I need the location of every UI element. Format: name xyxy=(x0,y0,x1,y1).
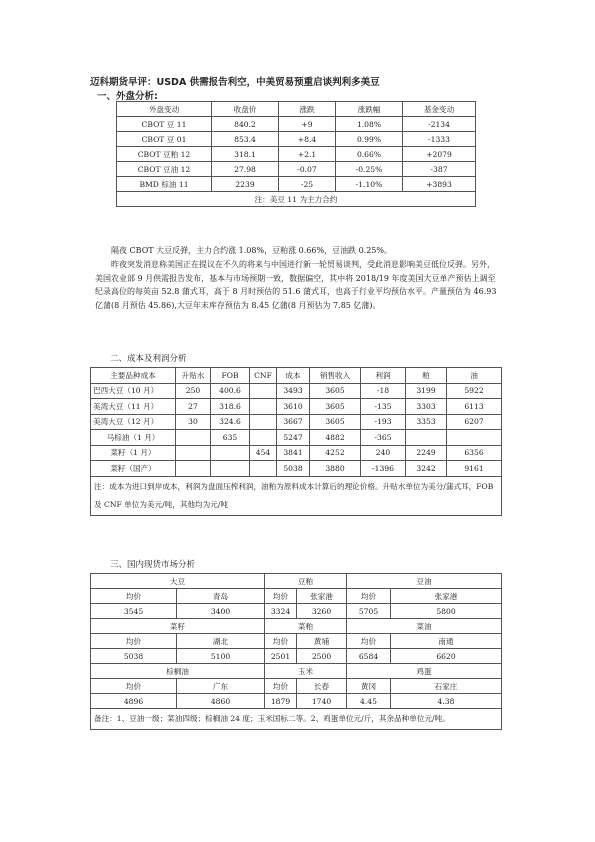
cell: 2239 xyxy=(212,177,279,192)
cell: 3242 xyxy=(406,461,447,477)
table-header-row xyxy=(91,368,502,384)
cell: 5922 xyxy=(447,383,502,399)
cell: -1333 xyxy=(403,132,476,147)
cell: +3893 xyxy=(403,177,476,192)
cell: -0.25% xyxy=(336,162,403,177)
cell: 湖北 xyxy=(177,634,265,649)
cell: 张家港 xyxy=(391,589,502,604)
cell: 5100 xyxy=(177,649,265,664)
cell: CBOT 豆 11 xyxy=(117,117,212,132)
cell: 鸡蛋 xyxy=(347,664,502,679)
cell: 454 xyxy=(250,445,277,461)
cell: 1740 xyxy=(297,694,347,709)
cell xyxy=(176,461,211,477)
cell: 5038 xyxy=(277,461,310,477)
group-title-row xyxy=(91,619,502,634)
group-title-row xyxy=(91,664,502,679)
cell: 石家庄 xyxy=(391,679,502,694)
cell: 3324 xyxy=(265,604,297,619)
header-cell: 收盘价 xyxy=(212,102,279,117)
cell: 27 xyxy=(176,399,211,415)
cell: 1.08% xyxy=(336,117,403,132)
cell: -193 xyxy=(361,414,406,430)
cell: 均价 xyxy=(91,589,177,604)
cell xyxy=(250,399,277,415)
table-row xyxy=(91,430,502,446)
header-cell: 涨跌 xyxy=(279,102,336,117)
cell: 菜籽 xyxy=(91,619,265,634)
cell xyxy=(406,430,447,446)
cell: 菜籽（1 月） xyxy=(91,445,176,461)
cell: 3493 xyxy=(277,383,310,399)
cell: 3605 xyxy=(310,414,361,430)
cell: 3545 xyxy=(91,604,177,619)
cell: 长春 xyxy=(297,679,347,694)
header-cell: 销售收入 xyxy=(310,368,361,384)
cell: 3841 xyxy=(277,445,310,461)
cell: 均价 xyxy=(265,589,297,604)
cell: 4882 xyxy=(310,430,361,446)
cell: 6620 xyxy=(391,649,502,664)
cell: 2501 xyxy=(265,649,297,664)
cell: 5247 xyxy=(277,430,310,446)
cell: 3880 xyxy=(310,461,361,477)
cell: 324.6 xyxy=(211,414,250,430)
cost-profit-table xyxy=(90,367,502,516)
cell: 4252 xyxy=(310,445,361,461)
cell: 棕榈油 xyxy=(91,664,265,679)
cell: 3353 xyxy=(406,414,447,430)
cell xyxy=(176,445,211,461)
table-row xyxy=(91,383,502,399)
table-row xyxy=(117,177,476,192)
table-note-row xyxy=(91,709,502,730)
cell: 5705 xyxy=(347,604,391,619)
table-row xyxy=(91,399,502,415)
cell: 菜粕 xyxy=(265,619,347,634)
table-row xyxy=(117,117,476,132)
table-note: 注：美豆 11 为主力合约 xyxy=(117,192,476,207)
cell: +8.4 xyxy=(279,132,336,147)
cell: 3605 xyxy=(310,399,361,415)
cell: 黄埔 xyxy=(297,634,347,649)
cell: 318.6 xyxy=(211,399,250,415)
paragraph: 昨夜突发消息称美国正在提议在不久的将来与中国进行新一轮贸易谈判，受此消息影响美豆低位反弹。另外，美国农业部 9 月供需报告发布，基本与市场预期一致，数据偏空，其中将 2018/19 年度美国大豆单产预估上调至纪录高位的每英亩 52.8 蒲式耳，高于 8 月时预估的 51.6 蒲式耳，也高于行业平均预估水平。产量预估为 46.93 亿蒲(8 月预估 45.86),大豆年末库存预估为 8.45 亿蒲(8 月预估为 7.85 亿蒲)。 xyxy=(95,259,497,311)
cell: 3400 xyxy=(177,604,265,619)
table-row xyxy=(117,162,476,177)
analysis-text xyxy=(95,244,500,313)
cell: BMD 棕油 11 xyxy=(117,177,212,192)
table-row xyxy=(117,132,476,147)
cell xyxy=(250,461,277,477)
cell: -25 xyxy=(279,177,336,192)
cell: CBOT 豆油 12 xyxy=(117,162,212,177)
cell: 30 xyxy=(176,414,211,430)
header-cell: 涨跌幅 xyxy=(336,102,403,117)
section2-heading: 二、成本及利润分析 xyxy=(110,354,187,364)
table-note: 注：成本为进口到岸成本，利润为盘面压榨利润，油粕为原料成本计算后的理论价格。升贴水单位为美分/蒲式耳，FOB 及 CNF 单位为美元/吨，其他均为元/吨 xyxy=(91,476,502,515)
cell: 27.98 xyxy=(212,162,279,177)
cell: 4.38 xyxy=(391,694,502,709)
header-cell: 成本 xyxy=(277,368,310,384)
header-cell: CNF xyxy=(250,368,277,384)
cell: 400.6 xyxy=(211,383,250,399)
cell: 250 xyxy=(176,383,211,399)
cell: 0.99% xyxy=(336,132,403,147)
cell: 3260 xyxy=(297,604,347,619)
cell: 均价 xyxy=(91,679,177,694)
cell: -1396 xyxy=(361,461,406,477)
outer-market-table xyxy=(116,101,476,207)
cell: +2079 xyxy=(403,147,476,162)
cell: +2.1 xyxy=(279,147,336,162)
cell xyxy=(447,430,502,446)
cell: 3610 xyxy=(277,399,310,415)
cell: CBOT 豆 01 xyxy=(117,132,212,147)
cell: +9 xyxy=(279,117,336,132)
header-cell: 粕 xyxy=(406,368,447,384)
table-note-row xyxy=(91,476,502,515)
header-cell: FOB xyxy=(211,368,250,384)
table-row xyxy=(91,461,502,477)
cell: 4896 xyxy=(91,694,177,709)
cell xyxy=(211,445,250,461)
cell: 6356 xyxy=(447,445,502,461)
cell: 5038 xyxy=(91,649,177,664)
header-cell: 基金变动 xyxy=(403,102,476,117)
spot-market-table xyxy=(90,573,502,730)
cell: 美湾大豆（11 月） xyxy=(91,399,176,415)
cell: 黄冈 xyxy=(347,679,391,694)
cell: 6113 xyxy=(447,399,502,415)
cell: -2134 xyxy=(403,117,476,132)
header-cell: 利润 xyxy=(361,368,406,384)
header-cell: 油 xyxy=(447,368,502,384)
cell: 840.2 xyxy=(212,117,279,132)
cell: 635 xyxy=(211,430,250,446)
group-title-row xyxy=(91,574,502,589)
table-header-row xyxy=(117,102,476,117)
table-row xyxy=(91,414,502,430)
cell: 均价 xyxy=(347,589,391,604)
cell: 青岛 xyxy=(177,589,265,604)
cell: 美湾大豆（12 月） xyxy=(91,414,176,430)
cell: 均价 xyxy=(91,634,177,649)
cell: -18 xyxy=(361,383,406,399)
cell: 菜籽（国产） xyxy=(91,461,176,477)
paragraph: 隔夜 CBOT 大豆反弹，主力合约涨 1.08%，豆粕涨 0.66%，豆油跌 0.25%。 xyxy=(111,246,392,255)
cell: 2500 xyxy=(297,649,347,664)
cell: 马棕油（1 月） xyxy=(91,430,176,446)
header-cell: 外盘变动 xyxy=(117,102,212,117)
cell: 4860 xyxy=(177,694,265,709)
cell: 6584 xyxy=(347,649,391,664)
cell: CBOT 豆粕 12 xyxy=(117,147,212,162)
cell: 3303 xyxy=(406,399,447,415)
cell: 均价 xyxy=(265,679,297,694)
cell: 0.66% xyxy=(336,147,403,162)
cell: 240 xyxy=(361,445,406,461)
cell: 853.4 xyxy=(212,132,279,147)
cell: 5800 xyxy=(391,604,502,619)
cell: 玉米 xyxy=(265,664,347,679)
group-sub-row xyxy=(91,634,502,649)
header-cell: 升贴水 xyxy=(176,368,211,384)
section3-heading: 三、国内现货市场分析 xyxy=(110,560,196,570)
cell xyxy=(176,430,211,446)
cell xyxy=(250,383,277,399)
cell: 1879 xyxy=(265,694,297,709)
cell: 菜油 xyxy=(347,619,502,634)
table-row xyxy=(117,147,476,162)
group-sub-row xyxy=(91,679,502,694)
page-title: 迈科期货早评：USDA 供需报告利空，中美贸易预重启谈判利多美豆 xyxy=(90,77,380,88)
cell: 豆粕 xyxy=(265,574,347,589)
cell: 3605 xyxy=(310,383,361,399)
cell: 3199 xyxy=(406,383,447,399)
cell: 4.45 xyxy=(347,694,391,709)
cell: 318.1 xyxy=(212,147,279,162)
table-note: 备注：1、豆油一级；菜油四级；棕榈油 24 度；玉米国标二等。2、鸡蛋单位元/斤，其余品种单位元/吨。 xyxy=(91,709,502,730)
cell: 广东 xyxy=(177,679,265,694)
cell xyxy=(250,430,277,446)
cell: -365 xyxy=(361,430,406,446)
group-sub-row xyxy=(91,589,502,604)
table-row xyxy=(91,445,502,461)
cell: -0.07 xyxy=(279,162,336,177)
cell: -135 xyxy=(361,399,406,415)
cell: 均价 xyxy=(347,634,391,649)
cell: 2249 xyxy=(406,445,447,461)
cell xyxy=(250,414,277,430)
cell: 豆油 xyxy=(347,574,502,589)
cell: 南通 xyxy=(391,634,502,649)
cell: 大豆 xyxy=(91,574,265,589)
cell: -387 xyxy=(403,162,476,177)
cell: 均价 xyxy=(265,634,297,649)
cell: 巴西大豆（10 月） xyxy=(91,383,176,399)
cell xyxy=(211,461,250,477)
cell: 张家港 xyxy=(297,589,347,604)
group-value-row xyxy=(91,604,502,619)
cell: -1.10% xyxy=(336,177,403,192)
table-note-row xyxy=(117,192,476,207)
group-value-row xyxy=(91,694,502,709)
section1-heading: 一、外盘分析: xyxy=(97,91,158,102)
cell: 6207 xyxy=(447,414,502,430)
cell: 3667 xyxy=(277,414,310,430)
header-cell: 主要品种成本 xyxy=(91,368,176,384)
group-value-row xyxy=(91,649,502,664)
cell: 9161 xyxy=(447,461,502,477)
